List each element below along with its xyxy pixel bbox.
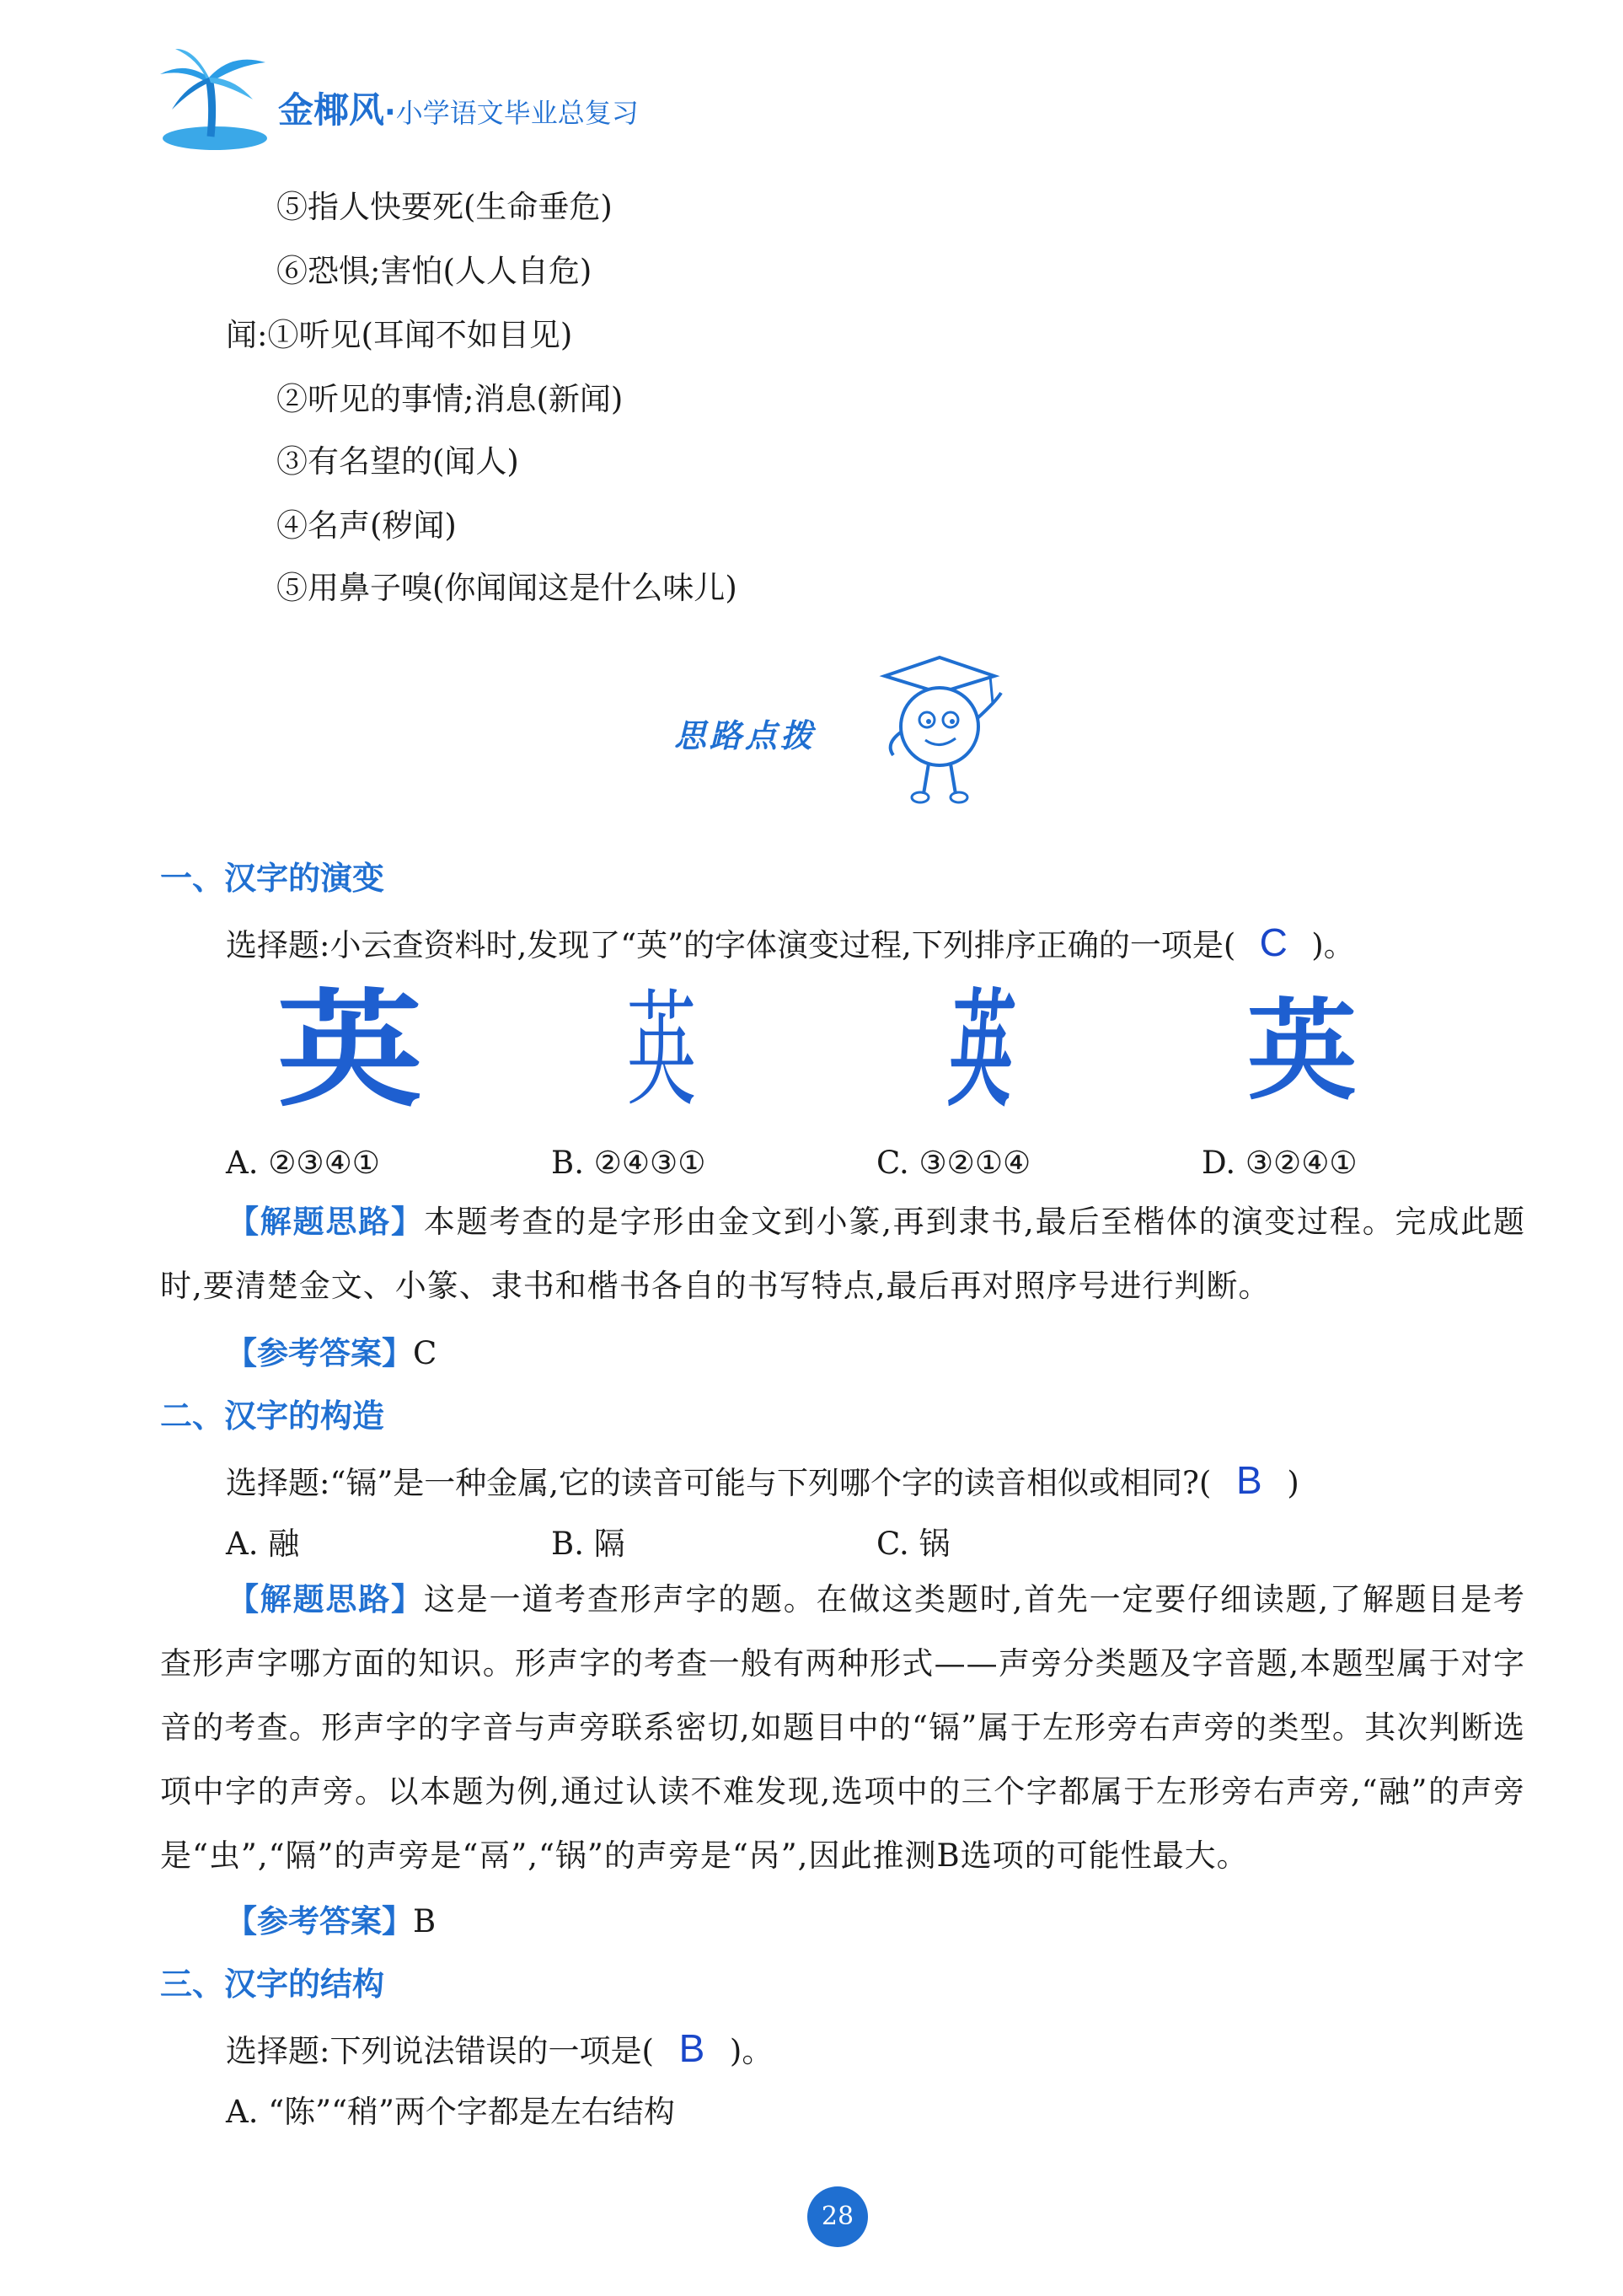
section-1-thinking-text: 本题考查的是字形由金文到小篆,再到隶书,最后至楷体的演变过程。完成此题时,要清楚金文、小篆、隶书和楷书各自的书写特点,最后再对照序号进行判断。 [160,1204,1525,1304]
glyph-1-char: 英 [276,978,423,1124]
graduate-mascot-icon [868,651,1011,811]
meaning-wei-5: ⑤指人快要死(生命垂危) [276,189,613,225]
section-1-question [226,922,1355,966]
section-3-answer: B [678,2026,705,2070]
meaning-wen-1: ①听见(耳闻不如目见) [267,317,573,353]
section-2-thinking [160,1568,1525,1888]
meaning-wei-6: ⑥恐惧;害怕(人人自危) [276,253,592,289]
glyph-lishu-image [1230,979,1374,1123]
brand-name: 金椰风 [278,89,385,131]
section-3-option-a: A. “陈”“稍”两个字都是左右结构 [226,2094,675,2130]
section-1-option-a: A. ②③④① [226,1145,380,1181]
section-1-question-text: 选择题:小云查资料时,发现了“英”的字体演变过程,下列排序正确的一项是( [226,927,1236,963]
section-2-answer: B [1236,1458,1262,1502]
section-1-reference [226,1333,437,1374]
section-1-title: 一、汉字的演变 [160,860,385,897]
section-1-option-c: C. ③②①④ [876,1145,1031,1181]
glyph-2-char: 英 [626,978,697,1124]
palm-tree-logo-icon [152,44,278,153]
section-2-question [226,1460,1299,1504]
section-1-thinking [160,1190,1525,1318]
section-1-thinking-tag: 【解题思路】 [228,1204,424,1240]
section-3-question-text: 选择题:下列说法错误的一项是( [226,2033,654,2069]
section-1-ref-tag: 【参考答案】 [226,1335,413,1371]
section-2-question-close: ) [1287,1465,1299,1501]
brand-dot: · [384,95,396,130]
meaning-wen-heading [226,315,572,356]
section-2-option-a: A. 融 [226,1526,300,1562]
section-3-question-close: )。 [729,2033,774,2069]
section-1-option-d: D. ③②④① [1202,1145,1358,1181]
glyph-kaishu-image [278,979,421,1123]
section-2-question-text: 选择题:“镉”是一种金属,它的读音可能与下列哪个字的读音相似或相同?( [226,1465,1212,1501]
page-number: 28 [821,2202,854,2231]
section-2-title: 二、汉字的构造 [160,1397,385,1435]
glyph-xiaozhuan-image [590,979,733,1123]
tips-banner-title: 思路点拨 [674,717,817,754]
meaning-wen-5: ⑤用鼻子嗅(你闻闻这是什么味儿) [276,570,737,606]
header-subtitle: 小学语文毕业总复习 [395,97,639,129]
meaning-wen-4: ④名声(秽闻) [276,507,457,544]
section-1-answer: C [1259,920,1288,964]
section-2-thinking-text: 这是一道考查形声字的题。在做这类题时,首先一定要仔细读题,了解题目是考查形声字哪方面的知识。形声字的考查一般有两种形式——声旁分类题及字音题,本题型属于对字音的考查。形声字的字音与声旁联系密切,如题目中的“镉”属于左形旁右声旁的类型。其次判断选项中字的声旁。以本题为例,通过认读不难发现,选项中的三个字都属于左形旁右声旁,“融”的声旁是“虫”,“隔”的声旁是“鬲”,“锅”的声旁是“呙”,因此推测B选项的可能性最大。 [160,1581,1525,1874]
section-2-ref-answer: B [413,1903,437,1939]
section-2-option-b: B. 隔 [551,1526,625,1562]
section-2-option-c: C. 锅 [876,1526,951,1562]
section-1-ref-answer: C [413,1335,437,1371]
glyph-4-char: 英 [1246,987,1357,1115]
section-1-question-close: )。 [1311,927,1355,963]
section-2-reference [226,1902,436,1942]
section-2-ref-tag: 【参考答案】 [226,1903,413,1939]
meaning-wen-2: ②听见的事情;消息(新闻) [276,381,624,417]
section-3-question [226,2028,773,2072]
section-2-thinking-tag: 【解题思路】 [228,1581,424,1617]
page-number-badge [807,2186,868,2247]
section-1-option-b: B. ②④③① [551,1145,706,1181]
section-3-title: 三、汉字的结构 [160,1966,385,2003]
glyph-3-char: 英 [945,978,1019,1124]
wen-label: 闻: [226,317,268,353]
glyph-jinwen-image [910,979,1053,1123]
meaning-wen-3: ③有名望的(闻人) [276,443,519,480]
